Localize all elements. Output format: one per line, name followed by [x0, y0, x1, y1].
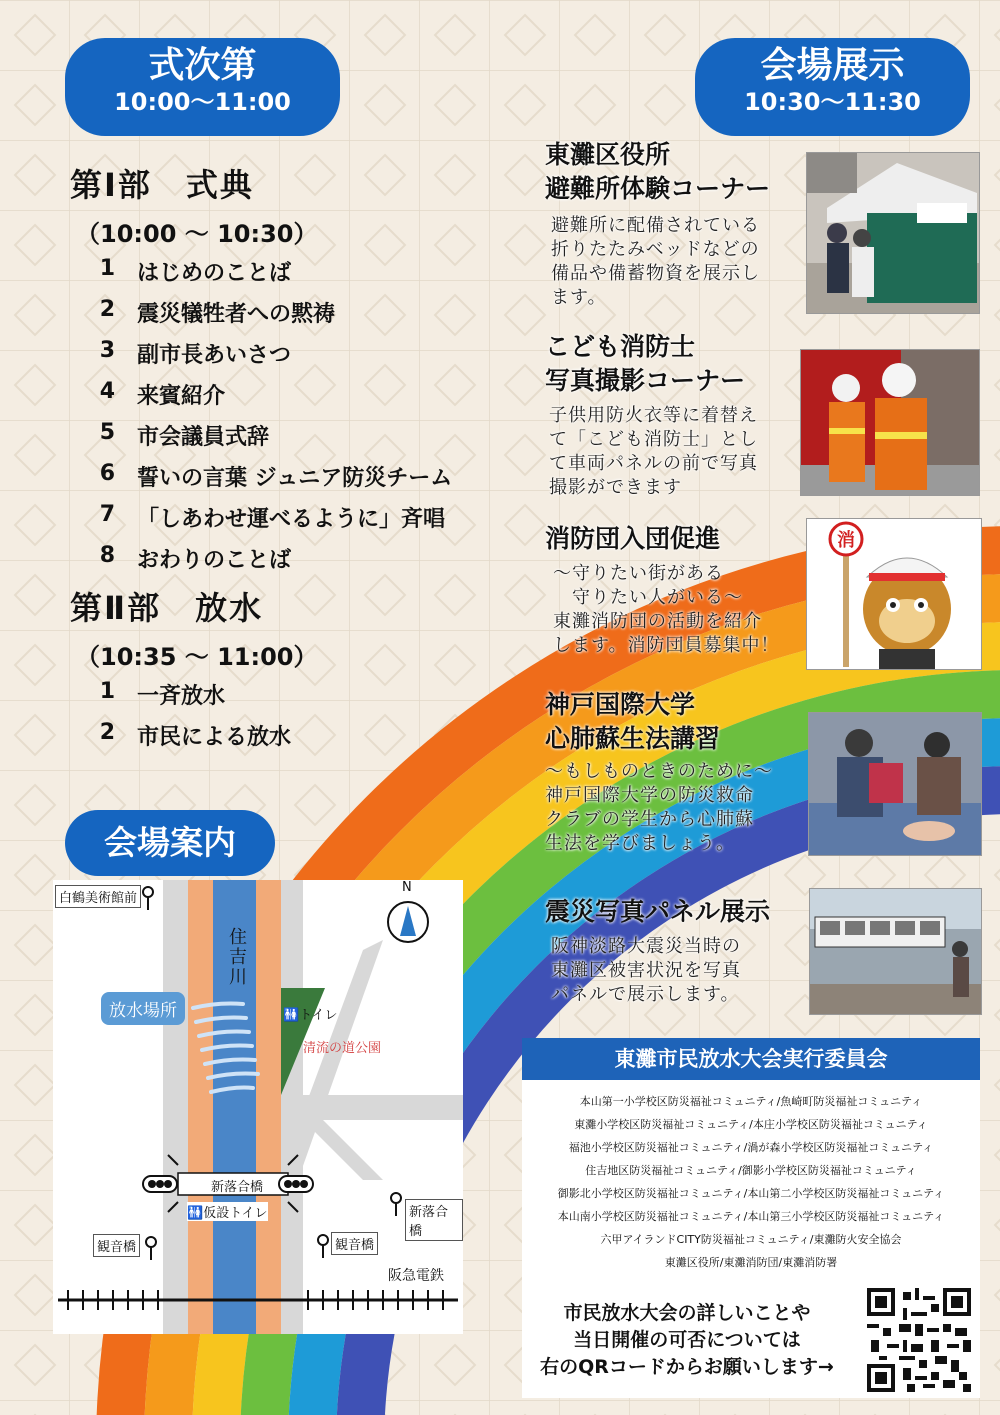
exhibit-title: 震災写真パネル展示 [545, 897, 771, 926]
list-item: 1 一斉放水 [99, 679, 226, 709]
exhibit-kids-firefighter: こども消防士 写真撮影コーナー 子供用防火衣等に着替え て「こども消防士」とし て車両パネルの前で写真 撮影ができます [545, 330, 795, 500]
exhibit-title: こども消防士 [545, 332, 696, 361]
bus-stop-kannon-left: 観音橋 [93, 1234, 140, 1257]
exhibit-photo-panels: 震災写真パネル展示 阪神淡路大震災当時の 東灘区被害状況を写真 パネルで展示します。 [545, 895, 805, 1007]
cpr-photo [808, 712, 982, 856]
schedule-time: 10:00～11:00 [114, 88, 291, 116]
part1-time: （10:00 ～ 10:30） [76, 220, 318, 248]
exhibit-title: 心肺蘇生法講習 [545, 724, 721, 753]
committee-member: 福池小学校区防災福祉コミュニティ/渦が森小学校区防災福祉コミュニティ [568, 1141, 934, 1154]
committee-member: 六甲アイランドCITY防災福祉コミュニティ/東灘防火安全協会 [600, 1233, 902, 1246]
schedule-title: 式次第 [148, 45, 257, 86]
part2-list [95, 679, 291, 761]
part2-title: 第Ⅱ部 放水 [70, 589, 264, 627]
photo-panels-photo [809, 888, 982, 1015]
exhibits-header [695, 38, 970, 136]
committee-member: 本山第一小学校区防災福祉コミュニティ/魚崎町防災福祉コミュニティ [579, 1095, 923, 1108]
list-item: 6 誓いの言葉 ジュニア防災チーム [99, 461, 453, 491]
toilet-icon: 🚻 [187, 1206, 204, 1221]
exhibits-title: 会場展示 [760, 45, 905, 86]
qr-instructions: 市民放水大会の詳しいことや 当日開催の可否については 右のQRコードからお願いします→ [540, 1302, 834, 1378]
part2-time: （10:35 ～ 11:00） [76, 643, 318, 671]
mascot-photo [806, 518, 982, 670]
venue-title: 会場案内 [104, 823, 236, 862]
river-label: 住吉川 [229, 927, 247, 988]
qr-code[interactable] [867, 1288, 971, 1392]
exhibit-title: 東灘区役所 [545, 140, 671, 169]
kids-firefighter-photo [800, 349, 980, 496]
spray-spot-label: 放水場所 [101, 992, 185, 1025]
list-item: 3 副市長あいさつ [99, 338, 292, 368]
temp-toilet-label: 🚻仮設トイレ [187, 1202, 268, 1221]
committee-title: 東灘市民放水大会実行委員会 [522, 1038, 980, 1080]
exhibit-shelter: 東灘区役所 避難所体験コーナー 避難所に配備されている 折りたたみベッドなどの 備品や備蓄物資を展示し ます。 [545, 138, 795, 310]
bus-stop-shinochiai: 新落合橋 [405, 1199, 463, 1241]
park-label: 清流の道公園 [303, 1041, 382, 1056]
list-item: 1 はじめのことば [99, 256, 292, 286]
shelter-photo [806, 152, 980, 314]
north-label: N [402, 880, 412, 895]
mascot-sign-text: 消 [837, 530, 855, 551]
exhibit-title: 神戸国際大学 [545, 690, 696, 719]
venue-header [65, 810, 275, 876]
list-item: 2 市民による放水 [99, 720, 292, 750]
exhibit-fire-brigade: 消防団入団促進 ～守りたい街がある 守りたい人がいる～ 東灘消防団の活動を紹介 します。消防団員募集中！ [545, 522, 805, 658]
list-item: 4 来賓紹介 [99, 379, 226, 409]
list-item: 5 市会議員式辞 [99, 420, 270, 450]
committee-box [522, 1038, 980, 1398]
list-item: 8 おわりのことば [99, 543, 292, 573]
part1-title: 第Ⅰ部 式典 [70, 166, 254, 204]
exhibit-cpr: 神戸国際大学 心肺蘇生法講習 ～もしものときのために～ 神戸国際大学の防災救命 クラブの学生から心肺蘇 生法を学びましょう。 [545, 688, 805, 856]
committee-member: 住吉地区防災福祉コミュニティ/御影小学校区防災福祉コミュニティ [585, 1164, 917, 1177]
bus-stop-kannon-right: 観音橋 [331, 1232, 378, 1255]
toilet-icon: 🚻 [283, 1008, 300, 1023]
venue-map [53, 880, 463, 1334]
bus-stop-hakutsuru: 白鶴美術館前 [55, 885, 141, 908]
committee-member: 東灘小学校区防災福祉コミュニティ/本庄小学校区防災福祉コミュニティ [574, 1118, 928, 1131]
exhibits-time: 10:30～11:30 [744, 88, 921, 116]
exhibit-title: 写真撮影コーナー [545, 366, 746, 395]
bridge-label: 新落合橋 [211, 1180, 264, 1195]
list-item: 2 震災犠牲者への黙祷 [99, 297, 336, 327]
toilet-label: 🚻トイレ [283, 1008, 338, 1023]
part1-list [95, 256, 452, 584]
list-item: 7 「しあわせ運べるように」斉唱 [99, 502, 446, 532]
exhibit-title: 消防団入団促進 [545, 524, 721, 553]
committee-member: 御影北小学校区防災福祉コミュニティ/本山第二小学校区防災福祉コミュニティ [557, 1187, 945, 1200]
railway-label: 阪急電鉄 [388, 1268, 444, 1284]
committee-member: 東灘区役所/東灘消防団/東灘消防署 [664, 1256, 838, 1269]
committee-member: 本山南小学校区防災福祉コミュニティ/本山第三小学校区防災福祉コミュニティ [557, 1210, 945, 1223]
exhibit-title: 避難所体験コーナー [545, 174, 771, 203]
schedule-header [65, 38, 340, 136]
